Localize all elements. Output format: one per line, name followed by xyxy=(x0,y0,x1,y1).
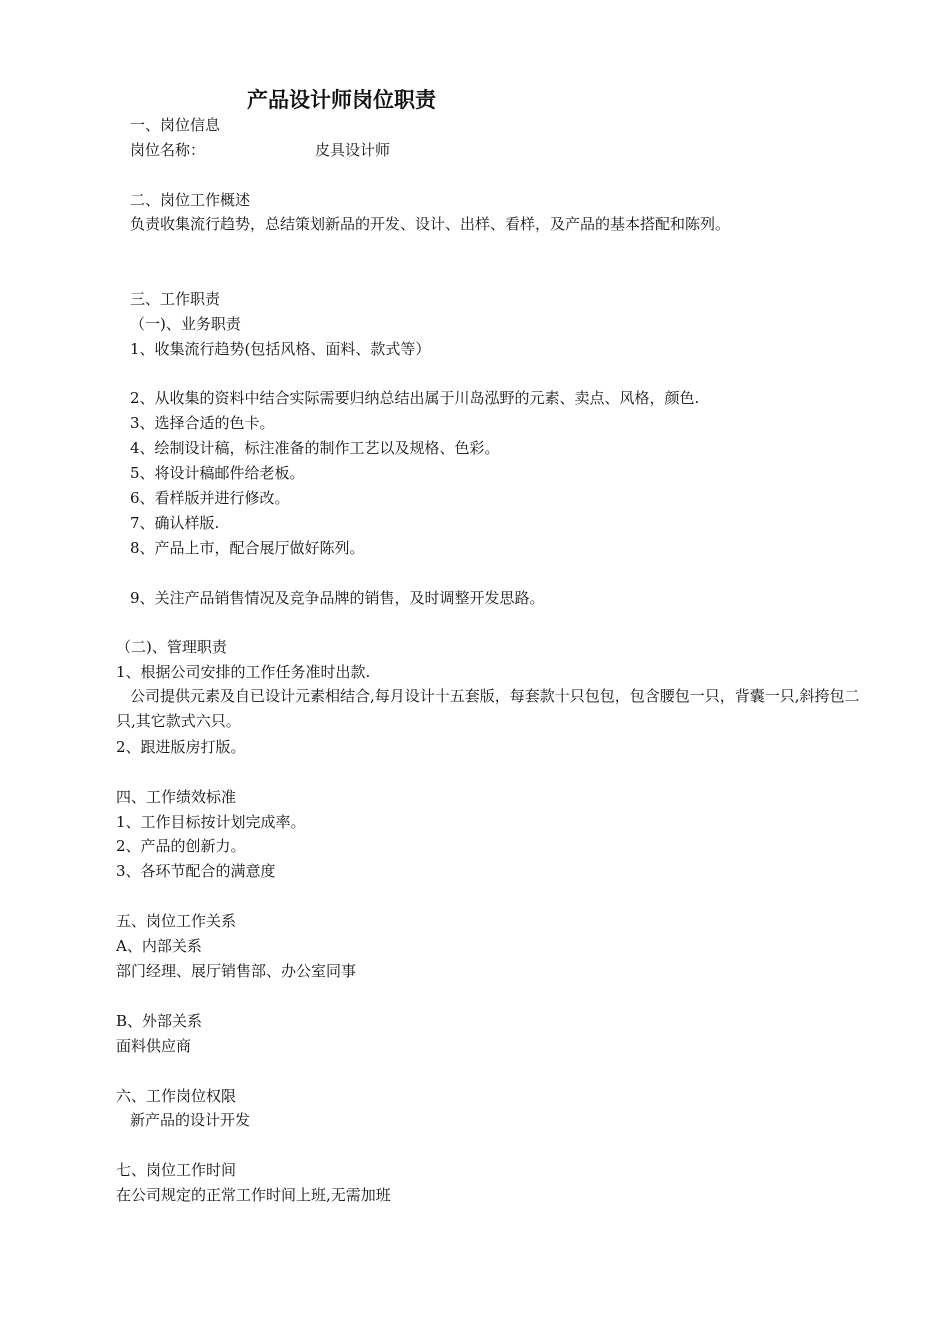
management-item: 1、根据公司安排的工作任务准时出款. xyxy=(116,663,371,681)
duty-item: 2、从收集的资料中结合实际需要归纳总结出属于川岛泓野的元素、卖点、风格，颜色. xyxy=(130,389,700,407)
section-2-heading: 二、岗位工作概述 xyxy=(130,191,251,209)
work-hours-value: 在公司规定的正常工作时间上班,无需加班 xyxy=(116,1186,391,1204)
duty-item: 5、将设计稿邮件给老板。 xyxy=(130,464,305,482)
external-relations-label: B、外部关系 xyxy=(116,1012,203,1030)
management-item-detail: 公司提供元素及自已设计元素相结合,每月设计十五套版，每套款十只包包，包含腰包一只，背囊一只,斜挎包二只,其它款式六只。 xyxy=(116,687,860,730)
authority-value: 新产品的设计开发 xyxy=(130,1111,251,1129)
section-4-heading: 四、工作绩效标准 xyxy=(116,788,237,806)
duty-item: 3、选择合适的色卡。 xyxy=(130,414,275,432)
internal-relations-label: A、内部关系 xyxy=(116,937,202,955)
internal-relations-value: 部门经理、展厅销售部、办公室同事 xyxy=(116,962,357,980)
duty-item: 4、绘制设计稿，标注准备的制作工艺以及规格、色彩。 xyxy=(130,439,500,457)
position-name-label: 岗位名称： xyxy=(130,141,206,159)
management-item: 2、跟进版房打版。 xyxy=(116,738,246,756)
duty-item: 1、收集流行趋势(包括风格、面料、款式等） xyxy=(130,340,431,358)
duty-item: 6、看样版并进行修改。 xyxy=(130,489,290,507)
job-overview-text: 负责收集流行趋势，总结策划新品的开发、设计、出样、看样，及产品的基本搭配和陈列。 xyxy=(130,215,731,233)
section-6-heading: 六、工作岗位权限 xyxy=(116,1087,237,1105)
duty-item: 8、产品上市，配合展厅做好陈列。 xyxy=(130,539,365,557)
section-7-heading: 七、岗位工作时间 xyxy=(116,1161,237,1179)
business-duties-heading: （一)、业务职责 xyxy=(130,315,241,333)
document-title: 产品设计师岗位职责 xyxy=(247,87,436,112)
performance-item: 2、产品的创新力。 xyxy=(116,837,246,855)
performance-item: 3、各环节配合的满意度 xyxy=(116,862,276,880)
duty-item: 9、关注产品销售情况及竞争品牌的销售，及时调整开发思路。 xyxy=(130,589,545,607)
section-1-heading: 一、岗位信息 xyxy=(130,116,221,134)
section-3-heading: 三、工作职责 xyxy=(130,290,221,308)
position-name-value: 皮具设计师 xyxy=(315,141,391,159)
duty-item: 7、确认样版. xyxy=(130,514,220,532)
performance-item: 1、工作目标按计划完成率。 xyxy=(116,813,306,831)
external-relations-value: 面料供应商 xyxy=(116,1037,192,1055)
section-5-heading: 五、岗位工作关系 xyxy=(116,912,237,930)
management-duties-heading: （二)、管理职责 xyxy=(116,638,227,656)
